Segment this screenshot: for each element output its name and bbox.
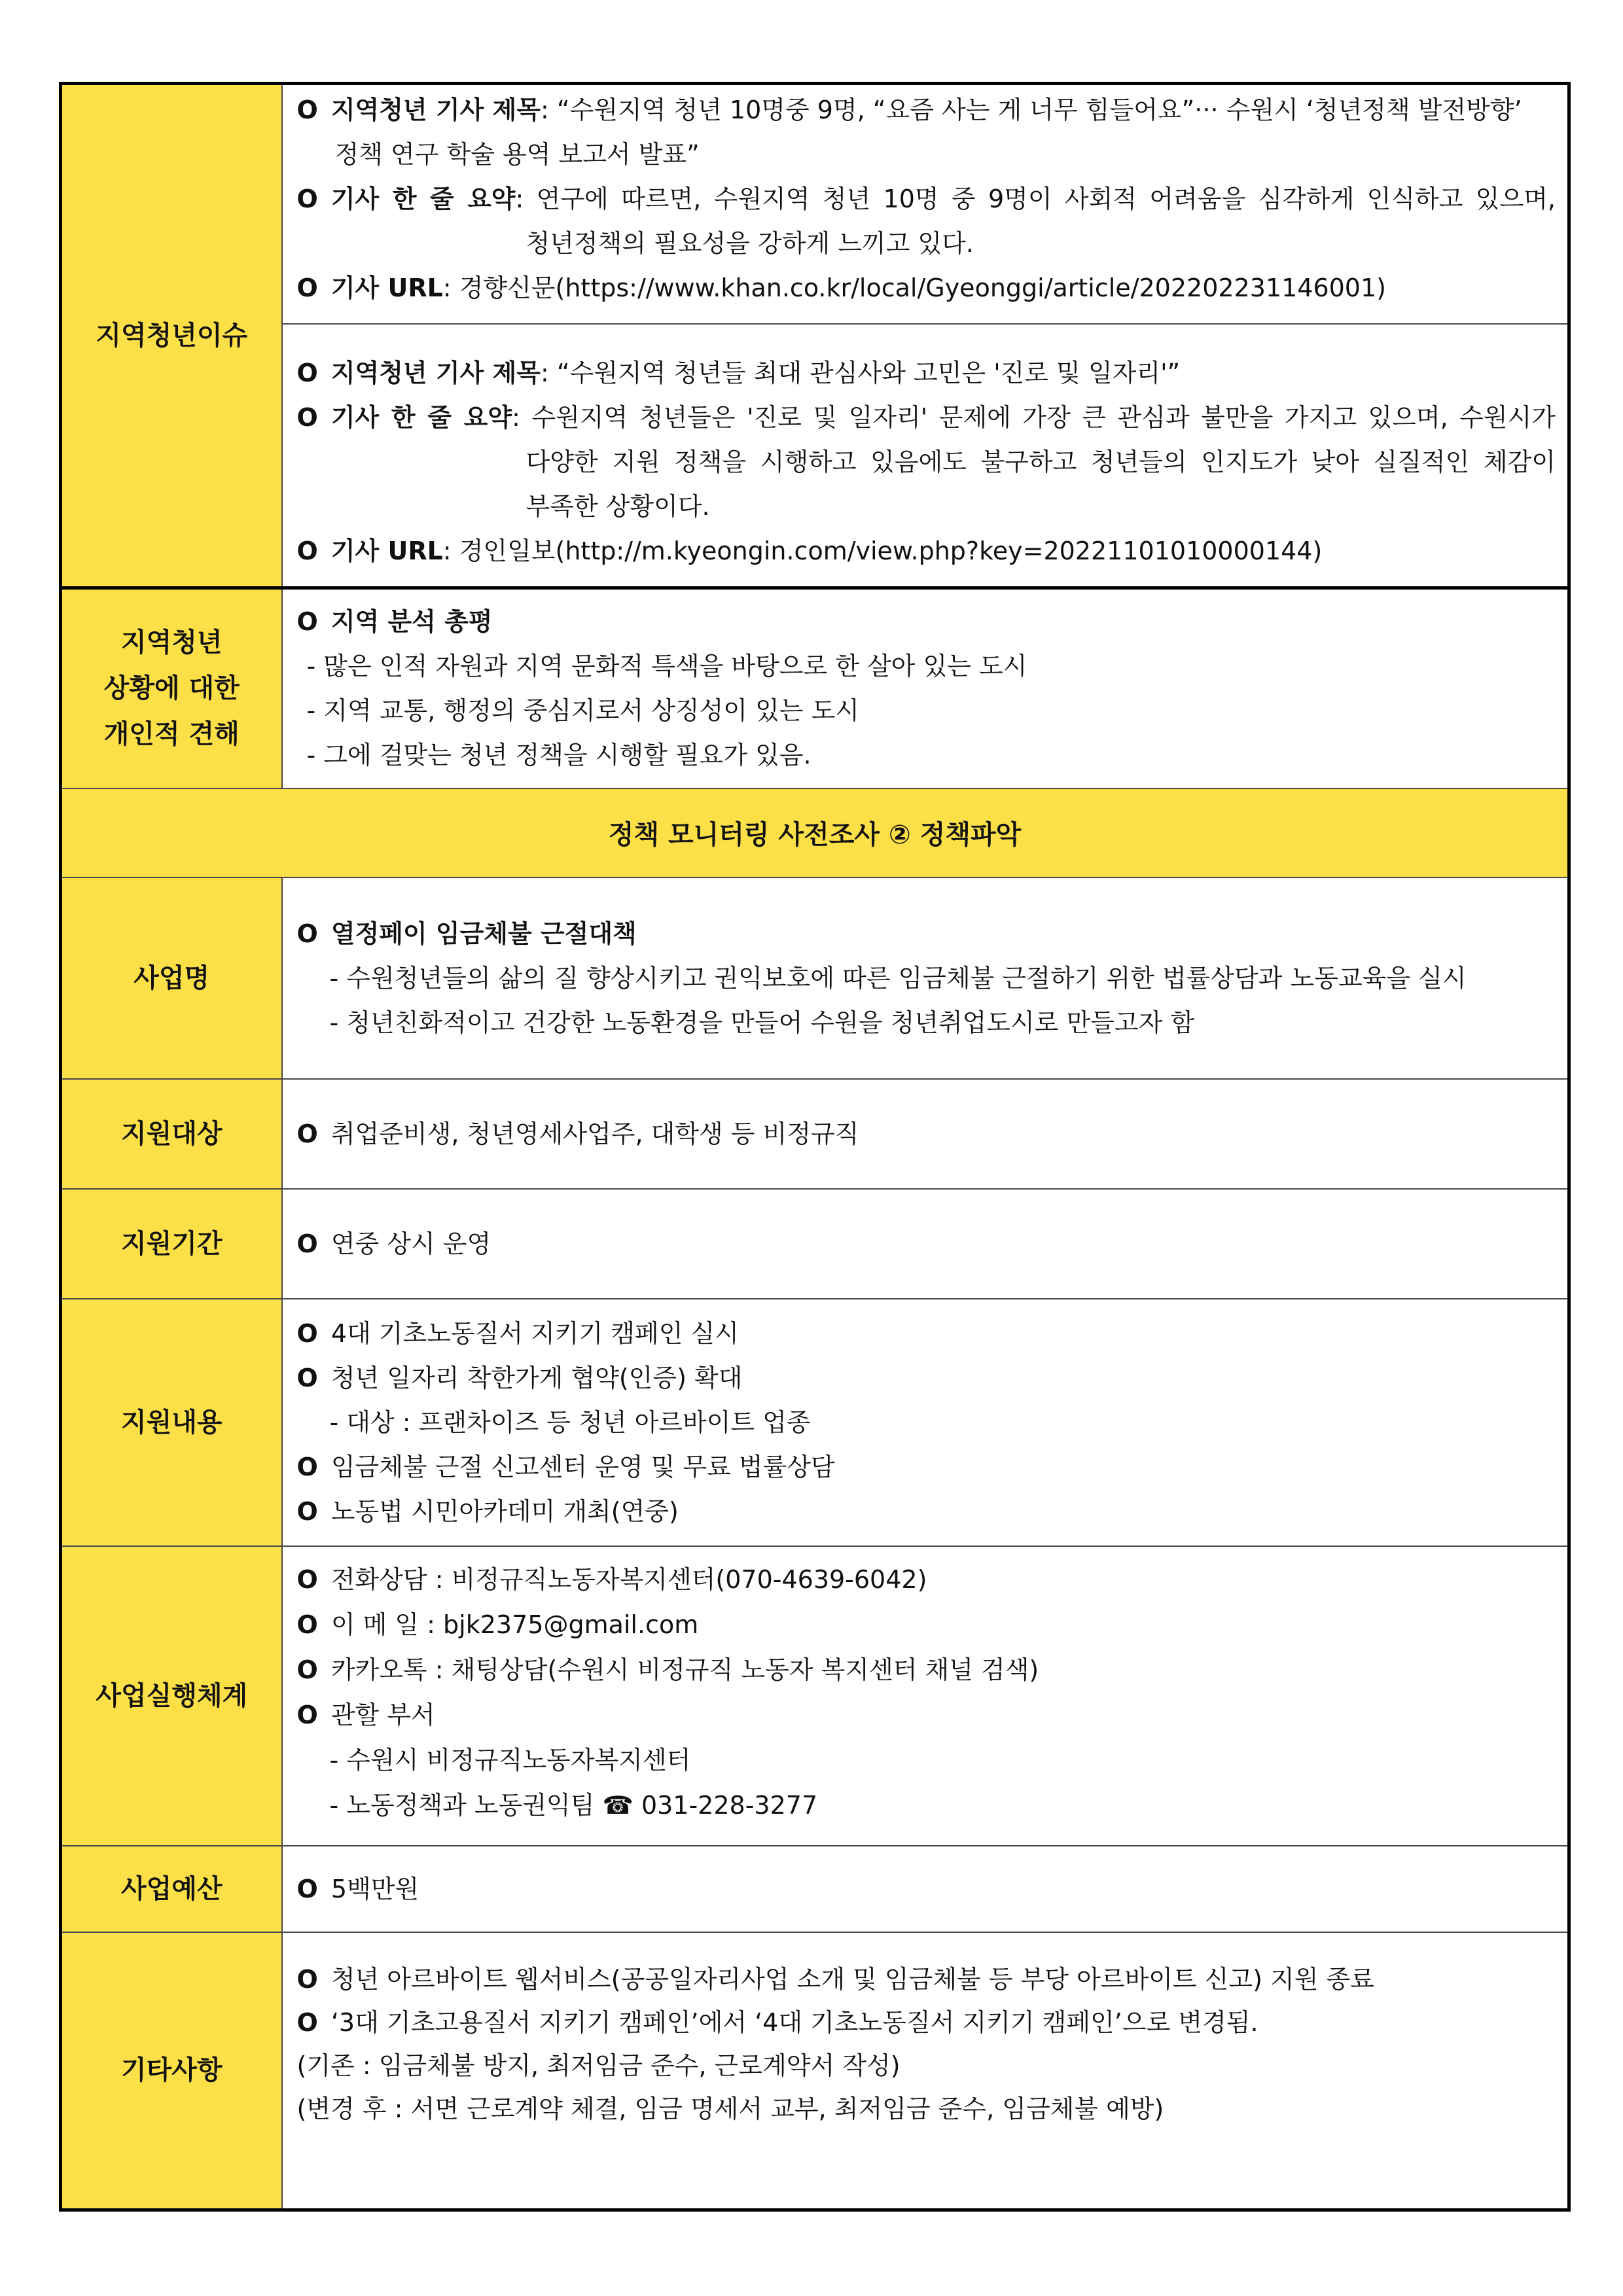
support-content: O 4대 기초노동질서 지키기 캠페인 실시 O 청년 일자리 착한가게 협약(인증) 확대 - 대상 : 프랜차이즈 등 청년 아르바이트 업종 O 임금체불 근절 신고센터 운영 및 무료 법률상담 O 노동법 시민아카데미 개최(연중) [282,1299,1569,1546]
article-2-url[interactable]: 경인일보(http://m.kyeongin.com/view.php?key=20221101010000144) [459,537,1323,565]
row-project-name [61,877,1569,1079]
policy-table [59,82,1571,2212]
article-1-title: “수원지역 청년 10명중 9명, “요즘 사는 게 너무 힘들어요”··· 수원시 ‘청년정책 발전방향’ [556,96,1522,124]
label-etc: 기타사항 [61,1932,282,2210]
row-banner [61,788,1569,877]
project-item: - 청년친화적이고 건강한 노동환경을 만들어 수원을 청년취업도시로 만들고자 함 [329,1008,1195,1037]
email-info[interactable]: 이 메 일 : bjk2375@gmail.com [330,1610,699,1639]
article-1-url[interactable]: 경향신문(https://www.khan.co.kr/local/Gyeonggi/article/202202231146001) [459,274,1386,302]
etc-content: O 청년 아르바이트 웹서비스(공공일자리사업 소개 및 임금체불 등 부당 아르바이트 신고) 지원 종료 O ‘3대 기초고용질서 지키기 캠페인’에서 ‘4대 기초노동질서 지키기 캠페인’으로 변경됨. (기존 : 임금체불 방지, 최저임금 준수, 근로계약서 작성) (변경 후 : 서면 근로계약 체결, 임금 명세서 교부, 최저임금 준수, 임금체불 예방) [282,1932,1569,2210]
budget-text: 5백만원 [330,1874,419,1903]
row-period [61,1189,1569,1299]
project-name: 열정페이 임금체불 근절대책 [330,919,637,948]
row-etc [61,1932,1569,2210]
target-text: 취업준비생, 청년영세사업주, 대학생 등 비정규직 [330,1119,859,1148]
label-budget: 사업예산 [61,1846,282,1932]
label-regional-issue: 지역청년이슈 [61,84,282,588]
row-budget [61,1846,1569,1932]
row-support [61,1299,1569,1546]
regional-issue-content [282,84,1569,588]
row-regional-issue [61,84,1569,588]
project-item: - 수원청년들의 삶의 질 향상시키고 권익보호에 따른 임금체불 근절하기 위한 법률상담과 노동교육을 실시 [329,963,1467,993]
target-content: O 취업준비생, 청년영세사업주, 대학생 등 비정규직 [282,1079,1569,1189]
opinion-heading: 지역 분석 총평 [330,607,493,637]
opinion-item: - 많은 인적 자원과 지역 문화적 특색을 바탕으로 한 살아 있는 도시 [306,652,1027,681]
opinion-item: - 그에 걸맞는 청년 정책을 시행할 필요가 있음. [306,741,812,770]
section-banner: 정책 모니터링 사전조사 ② 정책파악 [61,788,1569,877]
label-personal-opinion: 지역청년 상황에 대한 개인적 견해 [61,588,282,788]
budget-content: O 5백만원 [282,1846,1569,1932]
system-content: O 전화상담 : 비정규직노동자복지센터(070-4639-6042) O 이 메 일 : bjk2375@gmail.com O 카카오톡 : 채팅상담(수원시 비정규직 노동자 복지센터 채널 검색) O 관할 부서 - 수원시 비정규직노동자복지센터 - 노동정책과 노동권익팀 ☎ 031-228-3277 [282,1546,1569,1846]
article-2-title: “수원지역 청년들 최대 관심사와 고민은 '진로 및 일자리'” [556,359,1181,387]
article-2-summary: 수원지역 청년들은 '진로 및 일자리' 문제에 가장 큰 관심과 불만을 가지고 있으며, 수원시가 [531,403,1556,432]
row-system [61,1546,1569,1846]
kakao-info: 카카오톡 : 채팅상담(수원시 비정규직 노동자 복지센터 채널 검색) [330,1655,1039,1684]
period-content: O 연중 상시 운영 [282,1189,1569,1299]
period-text: 연중 상시 운영 [330,1229,491,1258]
phone-info: 전화상담 : 비정규직노동자복지센터(070-4639-6042) [330,1564,927,1594]
label-target: 지원대상 [61,1079,282,1189]
article-1: O 지역청년 기사 제목: “수원지역 청년 10명중 9명, “요즘 사는 게 너무 힘들어요”··· 수원시 ‘청년정책 발전방향’ 정책 연구 학술 용역 보고서 발표” O 기사 한 줄 요약: 연구에 따르면, 수원지역 청년 10명 중 9명이 사회적 어려움을 심각하게 인식하고 있으며, 청년정책의 필요성을 강하게 느끼고 있다. O 기사 URL: 경향신문(https://www.khan.co.kr/local/Gyeonggi/article/202202231146001) [296,96,1556,302]
label-period: 지원기간 [61,1189,282,1299]
personal-opinion-content: O 지역 분석 총평 - 많은 인적 자원과 지역 문화적 특색을 바탕으로 한 살아 있는 도시 - 지역 교통, 행정의 중심지로서 상징성이 있는 도시 - 그에 걸맞는 청년 정책을 시행할 필요가 있음. [282,588,1569,788]
row-target [61,1079,1569,1189]
label-system: 사업실행체계 [61,1546,282,1846]
opinion-item: - 지역 교통, 행정의 중심지로서 상징성이 있는 도시 [306,696,860,726]
row-personal-opinion [61,588,1569,788]
label-support: 지원내용 [61,1299,282,1546]
article-2: O 지역청년 기사 제목: “수원지역 청년들 최대 관심사와 고민은 '진로 및 일자리'” O 기사 한 줄 요약: 수원지역 청년들은 '진로 및 일자리' 문제에 가장 큰 관심과 불만을 가지고 있으며, 수원시가 다양한 지원 정책을 시행하고 있음에도 불구하고 청년들의 인지도가 낮아 실질적인 체감이 부족한 상황이다. O 기사 URL: 경인일보(http://m.kyeongin.com/view.php?key=20221101010000144) [283,323,1568,586]
article-1-summary: 연구에 따르면, 수원지역 청년 10명 중 9명이 사회적 어려움을 심각하게 인식하고 있으며, [536,185,1556,213]
project-name-content: O 열정페이 임금체불 근절대책 - 수원청년들의 삶의 질 향상시키고 권익보호에 따른 임금체불 근절하기 위한 법률상담과 노동교육을 실시 - 청년친화적이고 건강한 노동환경을 만들어 수원을 청년취업도시로 만들고자 함 [282,877,1569,1079]
label-project-name: 사업명 [61,877,282,1079]
